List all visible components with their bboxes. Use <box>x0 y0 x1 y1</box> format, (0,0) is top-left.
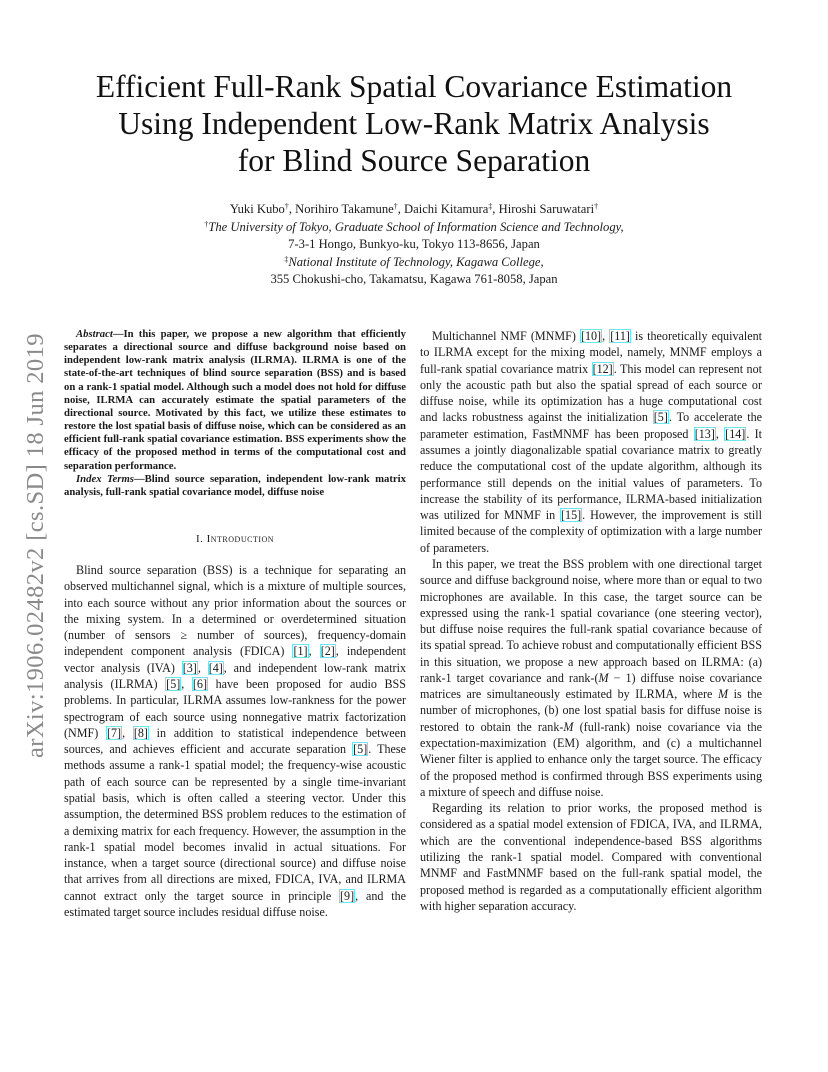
paper-title <box>60 68 768 179</box>
affiliation: †The University of Tokyo, Graduate School of Information Science and Technology, <box>204 219 624 234</box>
citation-link[interactable]: [8] <box>133 725 148 740</box>
index-terms-label: Index Terms <box>76 472 134 485</box>
citation-link[interactable]: [7] <box>106 725 122 740</box>
citation-link[interactable]: [13] <box>694 426 715 441</box>
citation-link[interactable]: [5] <box>353 742 368 757</box>
paragraph: Regarding its relation to prior works, the proposed method is considered as a spatial model extension of FDICA, IVA, and ILRMA, which are the conventional independence-based BSS algorithms utilizing the rank-1 spatial model. Compared with conventional MNMF and FastMNMF based on the full-rank spatial model, the proposed method is regarded as a computationally efficient algorithm with higher separation accuracy. <box>420 801 762 913</box>
paragraph: In this paper, we treat the BSS problem with one directional target source and diffuse background noise, where more than or equal to two microphones are available. In this case, the target source can be expressed using the rank-1 spatial covariance (one steering vector), but diffuse noise requires the full-rank spatial covariance because of its spatial spread. To achieve robust and computationally efficient BSS in this situation, we propose a new approach based on ILRMA: (a) rank-1 target covariance and rank-(M − 1) diffuse noise covariance matrices are simultaneously estimated by ILRMA, where M is the number of microphones, (b) one lost spatial basis for diffuse noise is restored to obtain the rank-M (full-rank) noise covariance via the expectation-maximization (EM) algorithm, and (c) a multichannel Wiener filter is applied to enhance only the target source. The efficacy of the proposed method is confirmed through BSS experiments using a mixture of speech and diffuse noise. <box>420 556 763 799</box>
citation-link[interactable]: [2] <box>320 644 335 659</box>
author-block <box>100 201 728 289</box>
intro-left <box>64 562 406 920</box>
math-symbol: M <box>717 687 729 702</box>
citation-link[interactable]: [14] <box>725 426 746 441</box>
abstract-text: In this paper, we propose a new algorithm that efficiently separates a directional source and diffuse background noise based on independent low-rank matrix analysis (ILRMA). ILRMA is one of the state-of-the-art techniques of blind source separation (BSS) and is based on a rank-1 spatial model. Although such a model does not hold for diffuse noise, ILRMA can accurately estimate the spatial parameters of the directional source. Motivated by this fact, we utilize these estimates to restore the lost spatial basis of diffuse noise, which can be considered as an efficient full-rank spatial covariance estimation. BSS experiments show the efficacy of the proposed method in terms of the computational cost and separation performance. <box>64 328 406 472</box>
left-column <box>64 328 406 920</box>
paragraph: Blind source separation (BSS) is a technique for separating an observed multichannel signal, which is a mixture of multiple sources, into each source without any prior information about the sources or the mixing system. In a determined or overdetermined situation (number of sensors ≥ number of sources), frequency-domain independent component analysis (FDICA) [1], [2], independent vector analysis (IVA) [3], [4], and independent low-rank matrix analysis (ILRMA) [5], [6] have been proposed for audio BSS problems. In particular, ILRMA assumes low-rankness for the power spectrogram of each source using nonnegative matrix factorization (NMF) [7], [8] in addition to statistical independence between sources, and achieves efficient and accurate separation [5]. These methods assume a rank-1 spatial model; the frequency-wise acoustic path of each source can be represented by a single time-invariant spatial basis, which is often called a steering vector. Under this assumption, the determined BSS problem reduces to the estimation of a demixing matrix for each frequency. However, the assumption in the rank-1 spatial model becomes invalid in actual situations. For instance, when a target source (directional source) and diffuse noise that arrives from all directions are mixed, FDICA, IVA, and ILRMA cannot extract only the target source in principle [9], and the estimated target source includes residual diffuse noise. <box>64 563 407 919</box>
abstract-label: Abstract <box>76 328 113 340</box>
section-title: Introduction <box>206 533 275 546</box>
citation-link[interactable]: [10] <box>580 329 602 343</box>
index-terms-text: Blind source separation, independent low-rank matrix analysis, full-rank spatial covariance model, diffuse noise <box>64 472 406 498</box>
affiliation: ‡National Institute of Technology, Kagawa College, <box>284 254 544 269</box>
address: 7-3-1 Hongo, Bunkyo-ku, Tokyo 113-8656, Japan <box>288 237 540 251</box>
paragraph: Multichannel NMF (MNMF) [10], [11] is theoretically equivalent to ILRMA except for the mixing model, namely, MNMF employs a full-rank spatial covariance matrix [12]. This model can represent not only the acoustic path but also the spatial spread of each source or diffuse noise, while its optimization has a huge computational cost and lacks robustness against the initialization [5]. To accelerate the parameter estimation, FastMNMF has been proposed [13], [14]. It assumes a jointly diagonalizable spatial covariance matrix to greatly reduce the computational cost of the update algorithm, although its performance still depends on the initial values of parameters. To increase the stability of its performance, ILRMA-based initialization was utilized for MNMF in [15]. However, the improvement is still limited because of the complexity of optimization with a large number of parameters. <box>420 329 763 555</box>
author-name: Daichi Kitamura <box>404 202 489 216</box>
citation-link[interactable]: [12] <box>592 361 613 376</box>
author-name: Yuki Kubo <box>229 202 285 216</box>
index-terms: Index Terms—Blind source separation, independent low-rank matrix analysis, full-rank spatial covariance model, diffuse noise <box>64 472 406 498</box>
math-symbol: M <box>563 719 574 734</box>
address: 355 Chokushi-cho, Takamatsu, Kagawa 761-8058, Japan <box>270 272 558 286</box>
author-name: Norihiro Takamune <box>295 202 394 216</box>
citation-link[interactable]: [6] <box>192 677 207 691</box>
title-line: Using Independent Low-Rank Matrix Analysis <box>118 106 710 141</box>
intro-right <box>420 328 762 914</box>
citation-link[interactable]: [3] <box>182 660 197 675</box>
title-line: Efficient Full-Rank Spatial Covariance Estimation <box>95 69 733 104</box>
section-number: I. <box>195 533 204 546</box>
abstract <box>64 328 406 499</box>
citation-link[interactable]: [11] <box>610 329 630 343</box>
citation-link[interactable]: [15] <box>561 508 582 523</box>
arxiv-watermark <box>18 292 58 762</box>
arxiv-identifier: arXiv:1906.02482v2 [cs.SD] 18 Jun 2019 <box>22 333 49 758</box>
citation-link[interactable]: [4] <box>208 660 223 675</box>
math-symbol: M <box>598 670 609 685</box>
abstract-paragraph: Abstract—In this paper, we propose a new algorithm that efficiently separates a directional source and diffuse background noise based on independent low-rank matrix analysis (ILRMA). ILRMA is one of the state-of-the-art techniques of blind source separation (BSS) and is based on a rank-1 spatial model. Although such a model does not hold for diffuse noise, ILRMA can accurately estimate the spatial parameters of the directional source. Motivated by this fact, we utilize these estimates to restore the lost spatial basis of diffuse noise, which can be considered as an efficient full-rank spatial covariance estimation. BSS experiments show the efficacy of the proposed method in terms of the computational cost and separation performance. <box>64 328 406 472</box>
title-line: for Blind Source Separation <box>237 143 591 178</box>
right-column <box>420 328 762 914</box>
author-names: Yuki Kubo†, Norihiro Takamune†, Daichi Kitamura‡, Hiroshi Saruwatari† <box>229 202 599 216</box>
section-heading <box>64 533 406 545</box>
citation-link[interactable]: [5] <box>653 410 668 425</box>
citation-link[interactable]: [9] <box>340 888 355 903</box>
citation-link[interactable]: [5] <box>166 677 181 691</box>
citation-link[interactable]: [1] <box>293 644 308 659</box>
author-name: Hiroshi Saruwatari <box>498 202 595 216</box>
